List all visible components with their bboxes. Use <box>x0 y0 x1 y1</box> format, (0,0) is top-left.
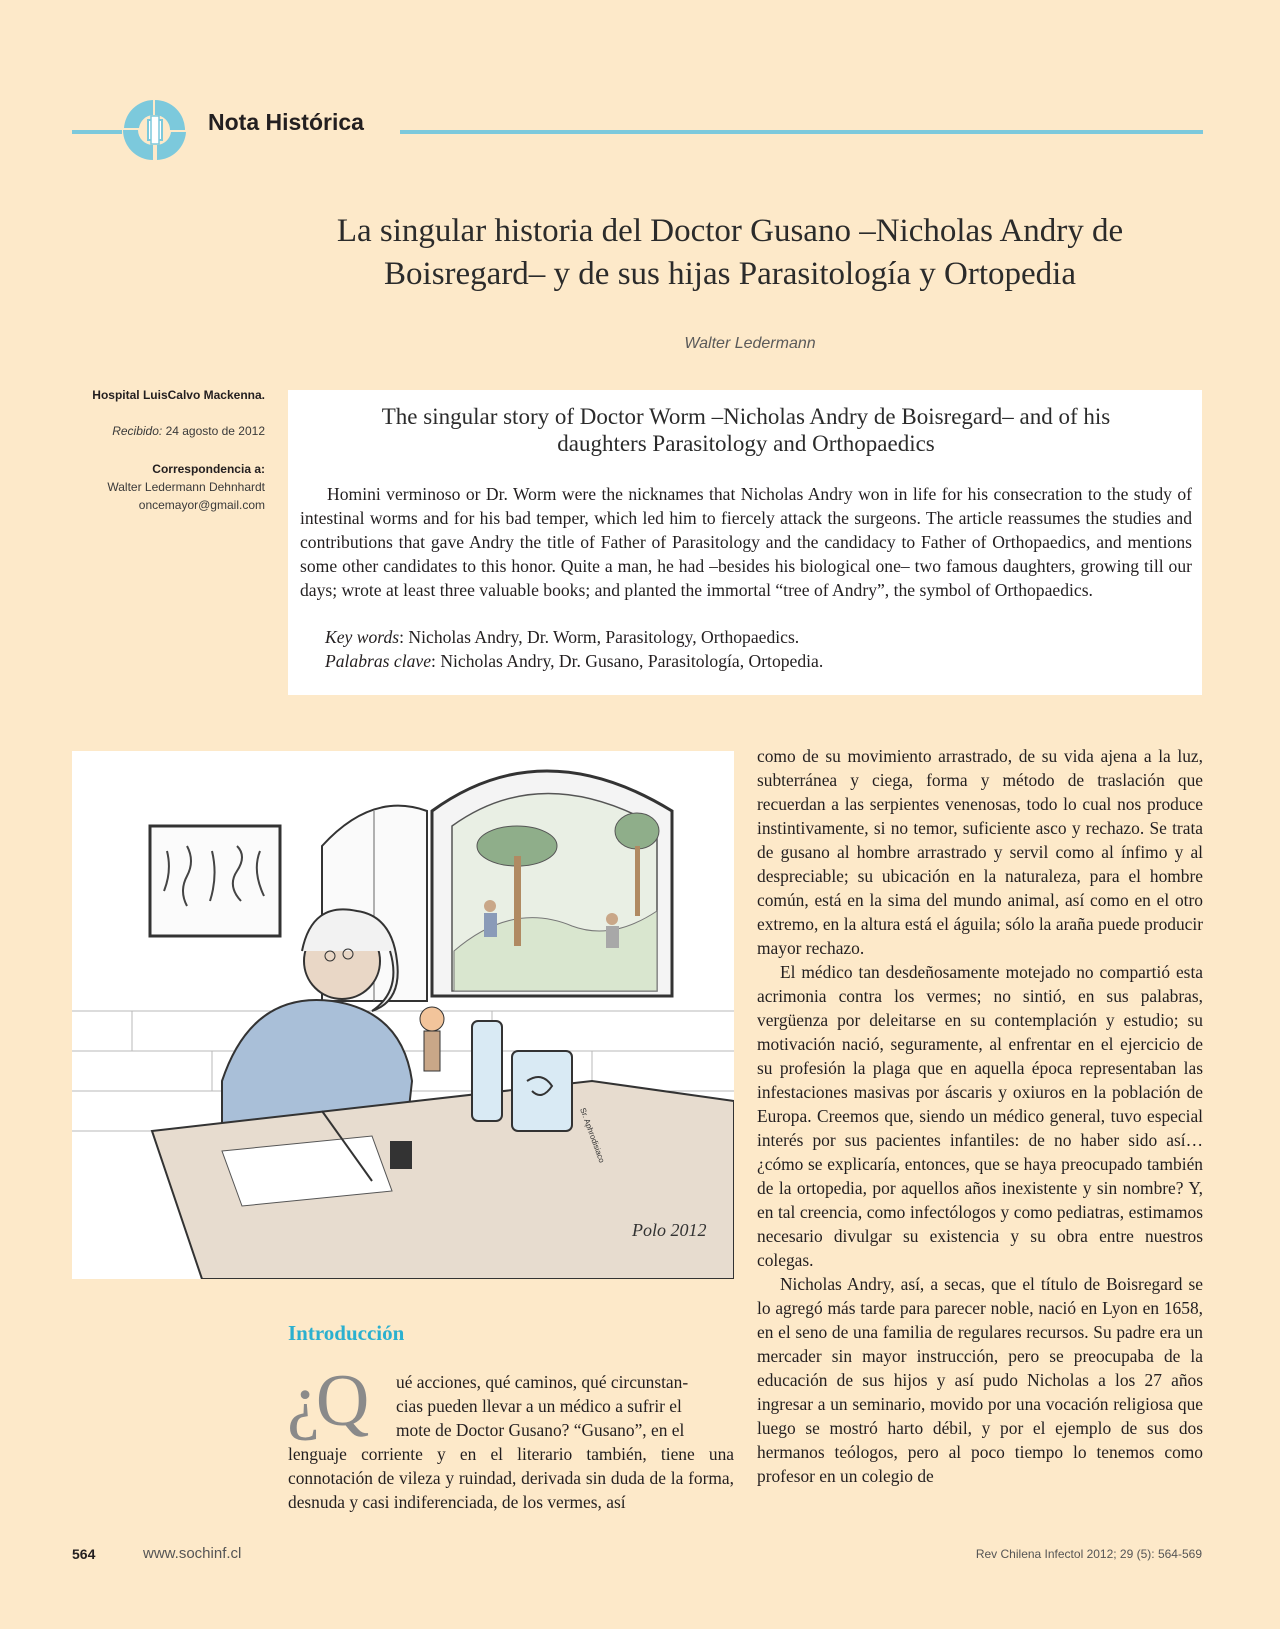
palabras-clave-label: Palabras clave <box>325 651 432 671</box>
author-name: Walter Ledermann <box>684 335 816 352</box>
journal-logo-icon <box>122 98 188 162</box>
intro-line-3: mote de Doctor Gusano? “Gusano”, en el <box>396 1420 685 1440</box>
correspondence-email[interactable]: oncemayor@gmail.com <box>138 498 265 512</box>
intro-line-2: cias pueden llevar a un médico a sufrir el <box>396 1396 682 1416</box>
correspondence-name: Walter Ledermann Dehnhardt <box>107 480 265 494</box>
body-paragraph-1: como de su movimiento arrastrado, de su vida ajena a la luz, subterránea y ciega, forma y método de traslación que recuerdan a las serpientes venenosas, todo lo cual nos produce instintivamente, si no temor, suficiente asco y rechazo. Se trata de gusano al hombre arrastrado y servil como al ínfimo y al despreciable; su ubicación en la naturaleza, para el hombre común, está en la sima del mundo animal, así como en el otro extremo, en la altura está el águila; sólo la araña puede producir mayor rechazo. <box>757 746 1203 958</box>
correspondence-block <box>60 460 265 514</box>
signature: Polo 2012 <box>632 1220 707 1240</box>
abstract-text: Homini verminoso or Dr. Worm were the nicknames that Nicholas Andry won in life for his consecration to the study of intestinal worms and for his bad temper, which led him to fiercely attack the surgeons. The article reassumes the studies and contributions that gave Andry the title of Father of Parasitology and the candidacy to Father of Orthopaedics, and mentions some other candidates to this honor. Quite a man, he had –besides his biological one– two famous daughters, growing till our days; wrote at least three valuable books; and planted the immortal “tree of Andry”, the symbol of Orthopaedics. <box>300 484 1192 600</box>
intro-paragraph <box>288 1370 734 1514</box>
correspondence-label: Correspondencia a: <box>152 462 265 476</box>
illustration-drawing <box>72 751 734 1279</box>
article-title <box>300 210 1160 296</box>
header-rule-right <box>400 130 1203 134</box>
page-number: 564 <box>72 1546 96 1562</box>
received-label: Recibido: <box>112 424 163 438</box>
palabras-clave-line <box>325 649 1185 673</box>
title-line-2: Boisregard– y de sus hijas Parasitología y Ortopedia <box>384 256 1076 292</box>
illustration <box>72 751 734 1279</box>
body-right-column <box>757 744 1203 1488</box>
abstract-title <box>310 403 1182 457</box>
abstract-title-line-2: daughters Parasitology and Orthopaedics <box>557 431 935 456</box>
affiliation <box>60 386 265 404</box>
received-info <box>60 422 265 440</box>
intro-rest: lenguaje corriente y en el literario también, tiene una connotación de vileza y ruindad, derivada sin duda de la forma, desnuda y casi indiferenciada, de los vermes, así <box>288 1444 734 1512</box>
received-date: 24 agosto de 2012 <box>165 424 265 438</box>
footer-url[interactable]: www.sochinf.cl <box>143 1545 242 1562</box>
jar-label: Sr. Aphrodisiaco <box>578 1106 607 1165</box>
title-line-1: La singular historia del Doctor Gusano –Nicholas Andry de <box>336 213 1124 249</box>
palabras-clave-values: : Nicholas Andry, Dr. Gusano, Parasitología, Ortopedia. <box>431 651 824 671</box>
keywords-values: : Nicholas Andry, Dr. Worm, Parasitology, Orthopaedics. <box>399 627 800 647</box>
dropcap: ¿Q <box>287 1360 366 1442</box>
intro-heading: Introducción <box>288 1321 405 1345</box>
keywords-label: Key words <box>325 627 400 647</box>
abstract-body <box>300 482 1192 602</box>
header-rule-left <box>72 130 122 134</box>
keywords-line <box>325 625 1185 649</box>
footer-citation: Rev Chilena Infectol 2012; 29 (5): 564-569 <box>975 1547 1202 1561</box>
abstract-title-line-1: The singular story of Doctor Worm –Nicholas Andry de Boisregard– and of his <box>381 404 1111 429</box>
hospital-name: Hospital LuisCalvo Mackenna. <box>92 388 265 402</box>
body-paragraph-2: El médico tan desdeñosamente motejado no compartió esta acrimonia contra los vermes; no sintió, en sus palabras, vergüenza por deleitarse en su contemplación y estudio; su motivación nació, seguramente, al enfrentar en el ejercicio de su profesión la plaga que en aquella época representaban las infestaciones masivas por áscaris y oxiuros en la población de Europa. Creemos que, siendo un médico general, tuvo especial interés por sus pacientes infantiles: de no haber sido así… ¿cómo se explicaría, entonces, que se haya preocupado también de la ortopedia, por aquellos años inexistente y sin nombre? Y, en tal creencia, como infectólogos y como pediatras, estimamos necesario divulgar su existencia y su obra entre nuestros colegas. <box>757 962 1203 1270</box>
intro-line-1: ué acciones, qué caminos, qué circunstan- <box>396 1372 689 1392</box>
section-label: Nota Histórica <box>208 109 364 135</box>
body-paragraph-3: Nicholas Andry, así, a secas, que el título de Boisregard se lo agregó más tarde para parecer noble, nació en Lyon en 1658, en el seno de una familia de regulares recursos. Su padre era un mercader sin mayor instrucción, pero se preocupaba de la educación de sus hijos y así pudo Nicholas a los 27 años ingresar a un seminario, movido por una vocación religiosa que luego se mostró harto débil, y por el ejemplo de sus dos hermanos teólogos, pero al poco tiempo lo tenemos como profesor en un colegio de <box>757 1274 1203 1486</box>
